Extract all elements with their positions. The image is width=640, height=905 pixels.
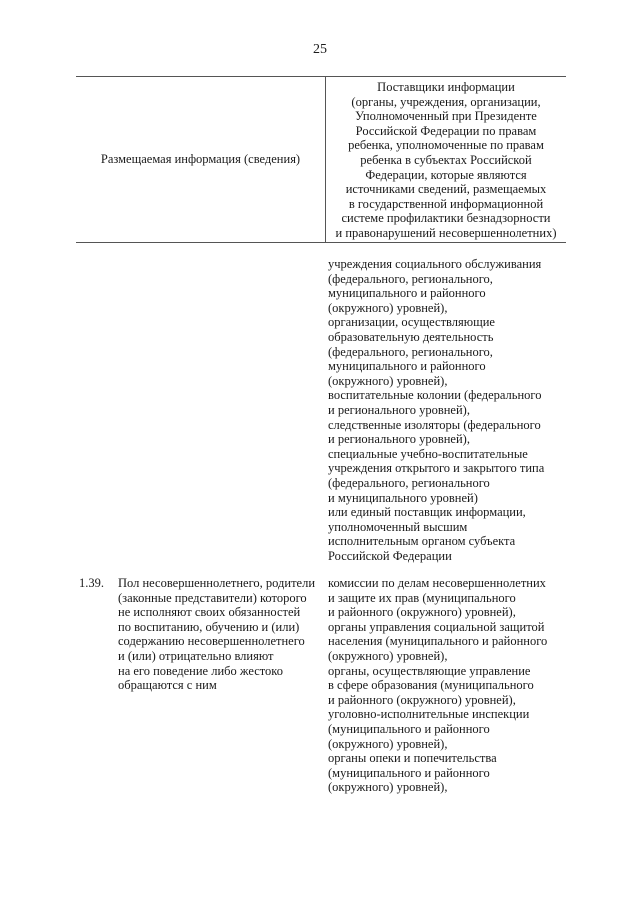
text-line: содержанию несовершеннолетнего (118, 634, 305, 649)
table-column-divider (325, 76, 326, 242)
text-line: (окружного) уровней), (328, 736, 448, 751)
text-line: следственные изоляторы (федерального (328, 417, 541, 432)
page-number: 25 (313, 42, 327, 57)
text-line: и регионального уровней), (328, 432, 470, 447)
row-info-cell (118, 576, 315, 693)
table-header-bottom-border (76, 242, 566, 243)
header-line: Федерации, которые являются (365, 167, 527, 182)
text-line: и районного (окружного) уровней), (328, 605, 516, 620)
text-line: и защите их прав (муниципального (328, 590, 516, 605)
header-line: Уполномоченный при Президенте (355, 109, 537, 124)
text-line: (федерального, регионального, (328, 271, 493, 286)
text-line: и регионального уровней), (328, 402, 470, 417)
continued-providers-cell (328, 257, 544, 563)
text-line: уполномоченный высшим (328, 519, 468, 534)
text-line: органы опеки и попечительства (328, 751, 497, 766)
text-line: органы, осуществляющие управление (328, 663, 531, 678)
text-line: (законные представители) которого (118, 590, 307, 605)
text-line: и районного (окружного) уровней), (328, 692, 516, 707)
header-line: Российской Федерации по правам (355, 123, 537, 138)
text-line: обращаются с ним (118, 678, 217, 693)
header-providers-column (328, 80, 564, 241)
text-line: (окружного) уровней), (328, 373, 448, 388)
text-line: специальные учебно-воспитательные (328, 446, 528, 461)
row-number: 1.39. (79, 576, 104, 590)
text-line: (муниципального и районного (328, 721, 490, 736)
header-line: и правонарушений несовершеннолетних) (335, 225, 557, 240)
text-line: или единый поставщик информации, (328, 505, 526, 520)
table-top-border (76, 76, 566, 77)
text-line: Российской Федерации (328, 548, 452, 563)
text-line: (окружного) уровней), (328, 300, 448, 315)
text-line: на его поведение либо жестоко (118, 663, 283, 678)
text-line: населения (муниципального и районного (328, 634, 548, 649)
text-line: не исполняют своих обязанностей (118, 605, 301, 620)
text-line: воспитательные колонии (федерального (328, 388, 542, 403)
text-line: (федерального, регионального, (328, 344, 493, 359)
text-line: уголовно-исполнительные инспекции (328, 707, 530, 722)
text-line: исполнительным органом субъекта (328, 534, 516, 549)
text-line: Пол несовершеннолетнего, родители (118, 576, 316, 590)
text-line: органы управления социальной защитой (328, 619, 545, 634)
text-line: (федерального, регионального (328, 475, 490, 490)
text-line: (муниципального и районного (328, 765, 490, 780)
text-line: учреждения социального обслуживания (328, 257, 542, 271)
header-line: источниками сведений, размещаемых (345, 182, 547, 197)
header-line: системе профилактики безнадзорности (341, 211, 551, 226)
text-line: (окружного) уровней), (328, 648, 448, 663)
header-line: в государственной информационной (348, 196, 544, 211)
header-line: ребенка, уполномоченные по правам (348, 138, 544, 153)
text-line: (окружного) уровней), (328, 780, 448, 795)
text-line: образовательную деятельность (328, 329, 494, 344)
row-providers-cell (328, 576, 547, 795)
text-line: организации, осуществляющие (328, 315, 495, 330)
text-line: комиссии по делам несовершеннолетних (328, 576, 546, 590)
header-line: (органы, учреждения, организации, (351, 94, 541, 109)
header-line: Поставщики информации (377, 80, 515, 94)
text-line: по воспитанию, обучению и (или) (118, 619, 300, 634)
header-line: ребенка в субъектах Российской (360, 152, 532, 167)
text-line: в сфере образования (муниципального (328, 678, 534, 693)
text-line: муниципального и районного (328, 286, 486, 301)
text-line: и (или) отрицательно влияют (118, 648, 274, 663)
header-info-column: Размещаемая информация (сведения) (100, 152, 301, 166)
text-line: и муниципального уровней) (328, 490, 478, 505)
text-line: учреждения открытого и закрытого типа (328, 461, 545, 476)
text-line: муниципального и районного (328, 359, 486, 374)
